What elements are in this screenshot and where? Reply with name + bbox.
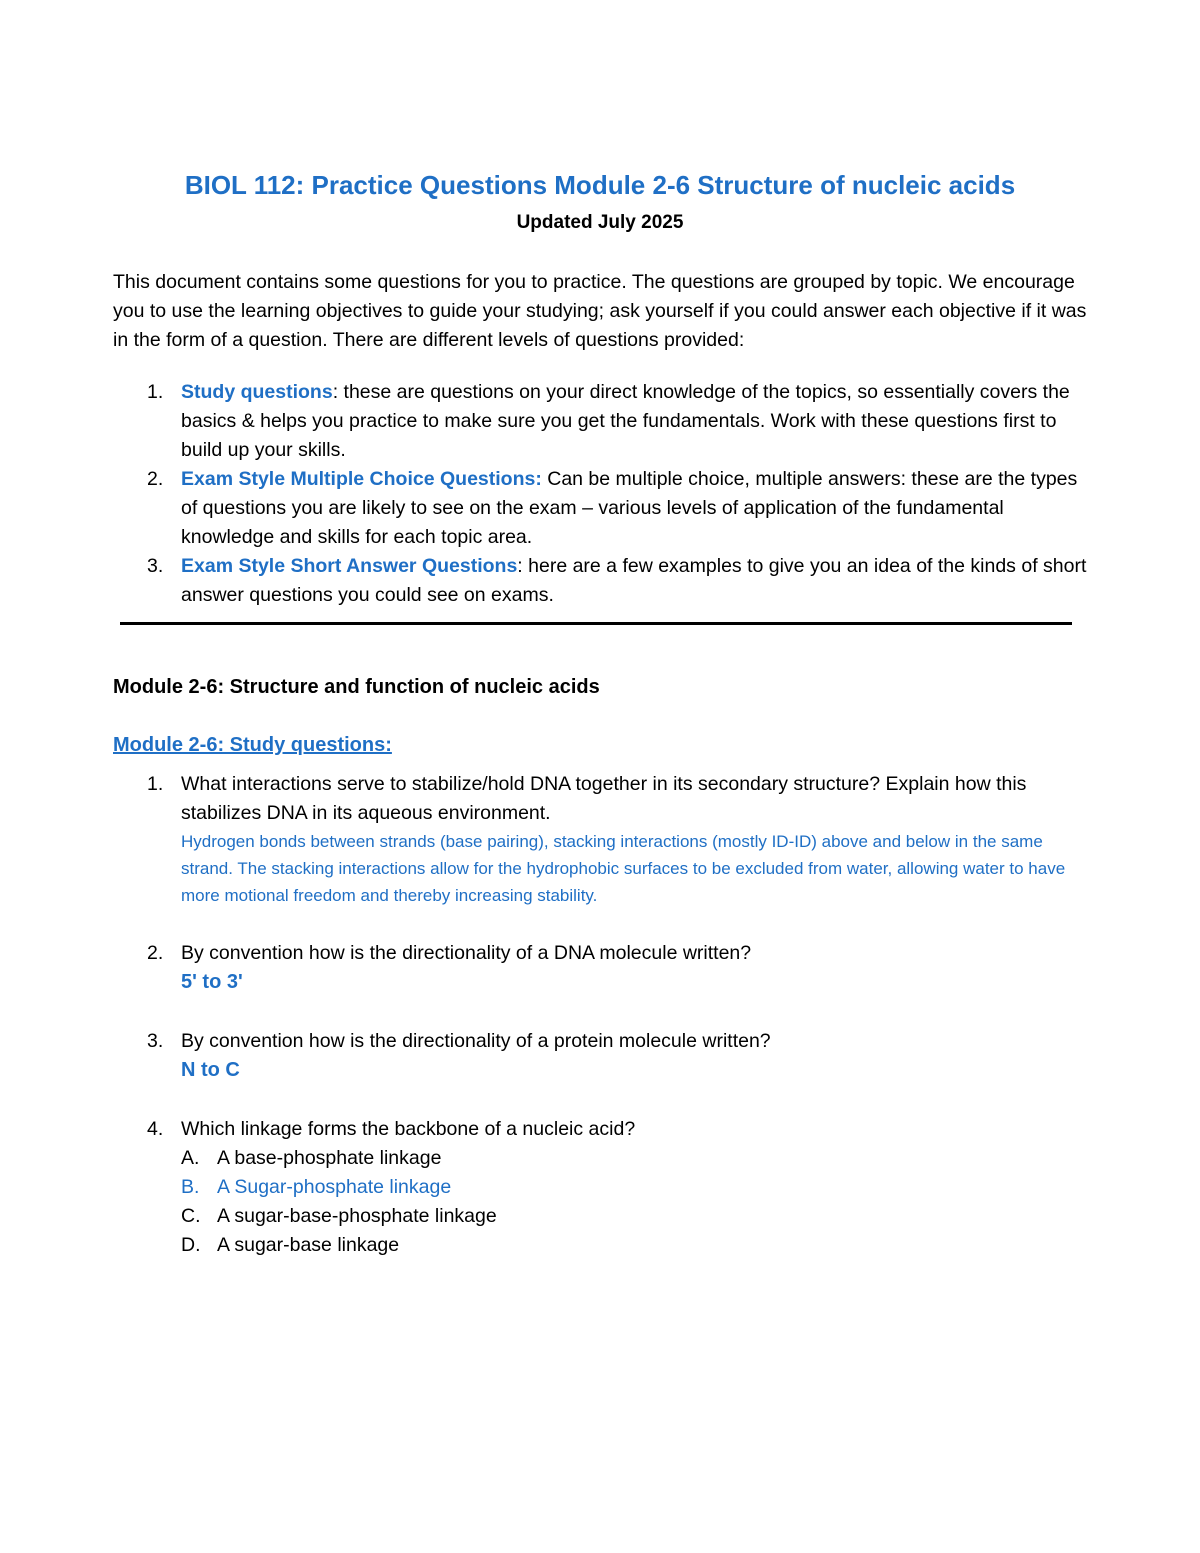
question-answer: 5' to 3': [181, 971, 243, 993]
question-number: 3.: [147, 1030, 164, 1052]
question-item: [113, 1115, 1093, 1260]
intro-paragraph: This document contains some questions for you to practice. The questions are grouped by topic. We encourage you to use the learning objectives to guide your studying; ask yourself if you could answer each objective if it was in the form of a question. There are different levels of questions provided:: [113, 271, 1087, 351]
list-item: [113, 378, 1093, 465]
level-description: : these are questions on your direct knowledge of the topics, so essentially covers the basics & helps you practice to make sure you get the fundamentals. Work with these questions first to build up your skills.: [181, 381, 1070, 461]
level-term: Exam Style Short Answer Questions: [181, 555, 518, 577]
choice-text: A sugar-base linkage: [217, 1234, 400, 1256]
level-description: Can be multiple choice, multiple answers: these are the types of questions you are likely to see on the exam – various levels of application of the fundamental knowledge and skills for each topic area.: [181, 468, 1078, 548]
section-divider: [120, 622, 1072, 625]
list-number: 1.: [147, 381, 164, 403]
choice-text: A base-phosphate linkage: [217, 1147, 442, 1169]
choice-letter: D.: [181, 1234, 201, 1256]
question-answer: Hydrogen bonds between strands (base pairing), stacking interactions (mostly ID-ID) above and below in the same strand. The stacking interactions allow for the hydrophobic surfaces to be excluded from water, allowing water to have more motional freedom and thereby increasing stability.: [181, 832, 1066, 905]
module-heading: Module 2-6: Structure and function of nucleic acids: [113, 676, 600, 698]
level-term: Exam Style Multiple Choice Questions:: [181, 468, 542, 490]
choice-text: A Sugar-phosphate linkage: [217, 1176, 452, 1198]
question-text: Which linkage forms the backbone of a nucleic acid?: [181, 1118, 636, 1140]
level-term: Study questions: [181, 381, 333, 403]
choice-item-correct: [181, 1173, 1093, 1202]
list-item: [113, 465, 1093, 552]
question-number: 1.: [147, 773, 164, 795]
choice-item: [181, 1202, 1093, 1231]
choice-item: [181, 1144, 1093, 1173]
question-text: What interactions serve to stabilize/hold DNA together in its secondary structure? Explain how this stabilizes DNA in its aqueous environment.: [181, 773, 1027, 824]
page-title: BIOL 112: Practice Questions Module 2-6 Structure of nucleic acids: [184, 170, 1016, 200]
list-number: 2.: [147, 468, 164, 490]
question-item: [113, 770, 1093, 939]
study-questions-list: [113, 770, 1093, 1260]
choice-letter: B.: [181, 1176, 200, 1198]
choice-letter: C.: [181, 1205, 201, 1227]
level-description: : here are a few examples to give you an idea of the kinds of short answer questions you could see on exams.: [181, 555, 1087, 606]
choice-text: A sugar-base-phosphate linkage: [217, 1205, 497, 1227]
question-item: [113, 1027, 1093, 1115]
question-text: By convention how is the directionality of a DNA molecule written?: [181, 942, 752, 964]
question-text: By convention how is the directionality of a protein molecule written?: [181, 1030, 771, 1052]
choice-item: [181, 1231, 1093, 1260]
question-levels-list: [113, 378, 1093, 610]
list-number: 3.: [147, 555, 164, 577]
question-number: 2.: [147, 942, 164, 964]
question-number: 4.: [147, 1118, 164, 1140]
list-item: [113, 552, 1093, 610]
question-item: [113, 939, 1093, 1027]
answer-choices: [181, 1144, 1093, 1260]
study-questions-heading: Module 2-6: Study questions:: [113, 734, 392, 756]
choice-letter: A.: [181, 1147, 200, 1169]
question-answer: N to C: [181, 1059, 240, 1081]
updated-date: Updated July 2025: [516, 212, 684, 233]
